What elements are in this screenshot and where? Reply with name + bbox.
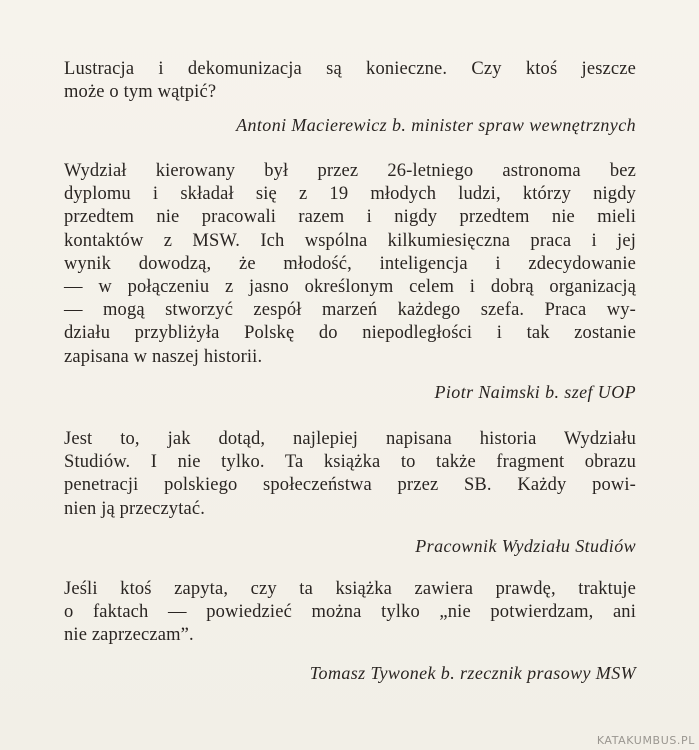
quote-2-author: Piotr Naimski b. szef UOP bbox=[434, 382, 636, 402]
quote-line: nie zaprzeczam”. bbox=[64, 625, 194, 646]
quote-line: może o tym wątpić? bbox=[64, 82, 217, 103]
quote-line: Jeśli ktoś zapyta, czy ta książka zawiera prawdę, traktuje bbox=[64, 579, 636, 599]
quote-line: dyplomu i składał się z 19 młodych ludzi, którzy nigdy bbox=[64, 184, 636, 205]
quote-3-text bbox=[64, 428, 636, 521]
quote-3-author: Pracownik Wydziału Studiów bbox=[415, 536, 636, 556]
quote-line: — mogą stworzyć zespół marzeń każdego szefa. Praca wy- bbox=[64, 300, 636, 321]
quote-1-text bbox=[64, 58, 636, 104]
quote-line: Lustracja i dekomunizacja są konieczne. Czy ktoś jeszcze bbox=[64, 59, 636, 79]
quote-line: zapisana w naszej historii. bbox=[64, 346, 263, 367]
quote-line: o faktach — powiedzieć można tylko „nie potwierdzam, ani bbox=[64, 602, 636, 623]
quote-line: Wydział kierowany był przez 26-letniego astronoma bez bbox=[64, 161, 636, 181]
quote-line: działu przybliżyła Polskę do niepodległości i tak zostanie bbox=[64, 323, 636, 344]
quote-2-text bbox=[64, 160, 636, 369]
site-watermark: KATAKUMBUS.PL bbox=[596, 734, 695, 747]
quote-4-author: Tomasz Tywonek b. rzecznik prasowy MSW bbox=[309, 663, 636, 683]
quote-line: — w połączeniu z jasno określonym celem i dobrą organizacją bbox=[64, 277, 636, 298]
quote-line: penetracji polskiego społeczeństwa przez SB. Każdy powi- bbox=[64, 475, 636, 496]
quote-line: przedtem nie pracowali razem i nigdy przedtem nie mieli bbox=[64, 207, 636, 228]
quote-4-text bbox=[64, 578, 636, 648]
quote-line: Jest to, jak dotąd, najlepiej napisana historia Wydziału bbox=[64, 429, 636, 449]
quote-line: kontaktów z MSW. Ich wspólna kilkumiesięczna praca i jej bbox=[64, 230, 636, 251]
quote-line: Studiów. I nie tylko. Ta książka to także fragment obrazu bbox=[64, 452, 636, 473]
quote-line: wynik dowodzą, że młodość, inteligencja i zdecydowanie bbox=[64, 253, 636, 274]
quote-1-author: Antoni Macierewicz b. minister spraw wewnętrznych bbox=[236, 115, 636, 135]
quote-line: nien ją przeczytać. bbox=[64, 498, 205, 519]
